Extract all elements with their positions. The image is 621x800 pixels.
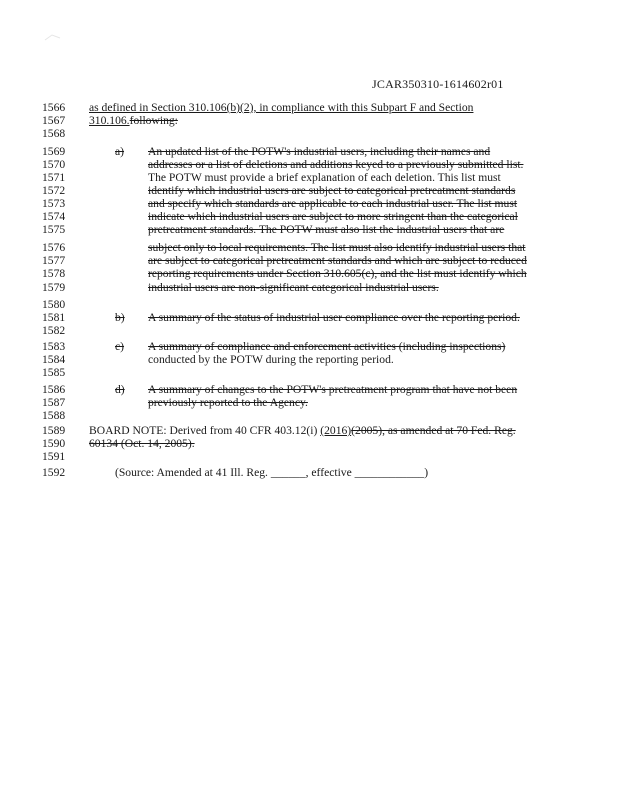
line-number: 1584 (42, 353, 66, 366)
inserted-text: (2016) (320, 424, 352, 437)
item-a-line: and specify which standards are applicable to each industrial user. The list must (148, 197, 518, 210)
board-note-line-2: 60134 (Oct. 14, 2005). (89, 437, 195, 450)
document-id: JCAR350310-1614602r01 (372, 77, 504, 91)
line-number: 1574 (42, 210, 66, 223)
item-a-line: indicate which industrial users are subject to more stringent than the categorical (148, 210, 518, 223)
item-b-label: b) (115, 311, 125, 324)
item-a-line: identify which industrial users are subject to categorical pretreatment standards (148, 184, 516, 197)
line-number: 1570 (42, 158, 66, 171)
line-number: 1579 (42, 281, 66, 294)
line-number: 1585 (42, 366, 66, 379)
line-number: 1591 (42, 450, 66, 463)
scan-artifact (44, 32, 62, 42)
item-c-line: A summary of compliance and enforcement activities (including inspections) (148, 340, 506, 353)
intro-line-1 (89, 102, 473, 115)
line-number: 1588 (42, 409, 66, 422)
item-a-line: are subject to categorical pretreatment standards and which are subject to reduced (148, 254, 527, 267)
item-a-line: The POTW must provide a brief explanation of each deletion. This list must (148, 171, 501, 184)
deleted-text: following: (129, 114, 178, 127)
inserted-text: 310.106. (89, 114, 130, 127)
line-number: 1569 (42, 145, 66, 158)
item-d-line: A summary of changes to the POTW's pretreatment program that have not been (148, 383, 518, 396)
item-b-line: A summary of the status of industrial user compliance over the reporting period. (148, 311, 520, 324)
line-number: 1566 (42, 101, 66, 114)
line-number: 1589 (42, 424, 66, 437)
line-number: 1590 (42, 437, 66, 450)
item-c-label: c) (115, 340, 125, 353)
line-number: 1582 (42, 324, 66, 337)
line-number: 1580 (42, 298, 66, 311)
intro-line-2 (89, 115, 178, 128)
item-a-label: a) (115, 145, 125, 158)
line-number: 1573 (42, 197, 66, 210)
line-number: 1586 (42, 383, 66, 396)
item-d-label: d) (115, 383, 125, 396)
deleted-text: (2005), as amended at 70 Fed. Reg. (351, 424, 516, 437)
item-a-line: subject only to local requirements. The list must also identify industrial users that (148, 241, 526, 254)
line-number: 1575 (42, 223, 66, 236)
line-number: 1587 (42, 396, 66, 409)
item-c-line: conducted by the POTW during the reporting period. (148, 353, 394, 366)
line-number: 1576 (42, 241, 66, 254)
line-number: 1568 (42, 127, 66, 140)
item-a-line: industrial users are non-significant categorical industrial users. (148, 281, 439, 294)
line-number: 1583 (42, 340, 66, 353)
source-note: (Source: Amended at 41 Ill. Reg. ______, effective ____________) (115, 466, 429, 479)
line-number: 1567 (42, 114, 66, 127)
inserted-text: as defined in Section 310.106(b)(2), in compliance with this Subpart F and Section (89, 101, 474, 114)
line-number: 1578 (42, 267, 66, 280)
line-number: 1592 (42, 466, 66, 479)
line-number: 1571 (42, 171, 66, 184)
line-number: 1572 (42, 184, 66, 197)
board-note-text: BOARD NOTE: Derived from 40 CFR 403.12(i) (89, 424, 318, 437)
item-a-line: An updated list of the POTW's industrial users, including their names and (148, 145, 491, 158)
line-number: 1577 (42, 254, 66, 267)
board-note-line-1 (89, 425, 516, 438)
line-number: 1581 (42, 311, 66, 324)
item-a-line: addresses or a list of deletions and additions keyed to a previously submitted list. (148, 158, 524, 171)
item-a-line: reporting requirements under Section 310.605(c), and the list must identify which (148, 267, 527, 280)
item-a-line: pretreatment standards. The POTW must also list the industrial users that are (148, 223, 505, 236)
item-d-line: previously reported to the Agency. (148, 396, 308, 409)
